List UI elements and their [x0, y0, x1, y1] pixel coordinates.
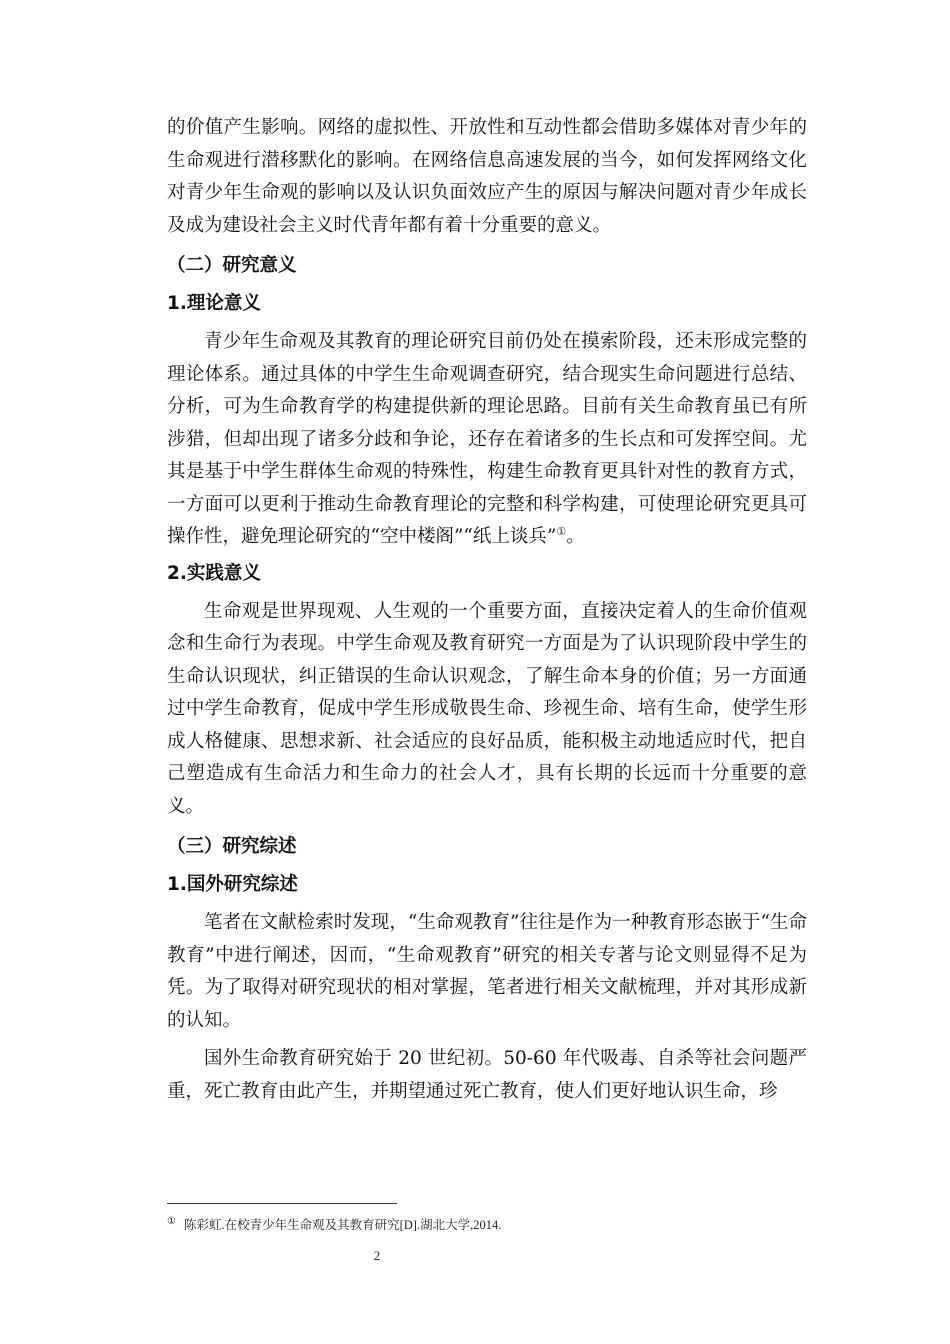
review-paragraph-2: 国外生命教育研究始于 20 世纪初。50-60 年代吸毒、自杀等社会问题严重，死亡教育由此产生，并期望通过死亡教育，使人们更好地认识生命，珍 — [167, 1048, 807, 1102]
heading-foreign-review: 1.国外研究综述 — [167, 874, 298, 895]
heading-research-review: （三）研究综述 — [167, 836, 297, 857]
footnote-reference[interactable]: ① — [556, 524, 567, 538]
heading-practice-significance: 2.实践意义 — [167, 562, 261, 584]
practice-paragraph: 生命观是世界现观、人生观的一个重要方面，直接决定着人的生命价值观念和生命行为表现。中学生命观及教育研究一方面是为了认识现阶段中学生的生命认识现状，纠正错误的生命认识观念，了解生命本身的价值；另一方面通过中学生命教育，促成中学生形成敬畏生命、珍视生命、培有生命，使学生形成人格健康、思想求新、社会适应的良好品质，能积极主动地适应时代，把自己塑造成有生命活力和生命力的社会人才，具有长期的长远而十分重要的意义。 — [167, 600, 807, 817]
page-number: 2 — [373, 1248, 381, 1263]
footnote-divider — [167, 1203, 397, 1204]
theory-paragraph — [167, 326, 807, 554]
document-body — [167, 112, 807, 1108]
footnote-mark: ① — [167, 1216, 176, 1227]
footnote-text: 陈彩虹.在校青少年生命观及其教育研究[D].湖北大学,2014. — [183, 1218, 502, 1233]
heading-research-significance: （二）研究意义 — [167, 255, 297, 276]
review-paragraph-1: 笔者在文献检索时发现，“生命观教育”往往是作为一种教育形态嵌于“生命教育”中进行阐述，因而，“生命观教育”研究的相关专著与论文则显得不足为凭。为了取得对研究现状的相对掌握，笔者进行相关文献梳理，并对其形成新的认知。 — [167, 912, 807, 1031]
intro-paragraph: 的价值产生影响。网络的虚拟性、开放性和互动性都会借助多媒体对青少年的生命观进行潜移默化的影响。在网络信息高速发展的当今，如何发挥网络文化对青少年生命观的影响以及认识负面效应产生的原因与解决问题对青少年成长及成为建设社会主义时代青年都有着十分重要的意义。 — [167, 117, 807, 236]
theory-end: 。 — [566, 526, 585, 547]
heading-theory-significance: 1.理论意义 — [167, 293, 261, 314]
theory-text: 青少年生命观及其教育的理论研究目前仍处在摸索阶段，还未形成完整的理论体系。通过具体的中学生生命观调查研究，结合现实生命问题进行总结、分析，可为生命教育学的构建提供新的理论思路。目前有关生命教育虽已有所涉猎，但却出现了诸多分歧和争论，还存在着诸多的生长点和可发挥空间。尤其是基于中学生群体生命观的特殊性，构建生命教育更具针对性的教育方式，一方面可以更利于推动生命教育理论的完整和科学构建，可使理论研究更具可操作性，避免理论研究的“空中楼阁”“纸上谈兵” — [167, 331, 807, 547]
footnote — [167, 1213, 807, 1234]
